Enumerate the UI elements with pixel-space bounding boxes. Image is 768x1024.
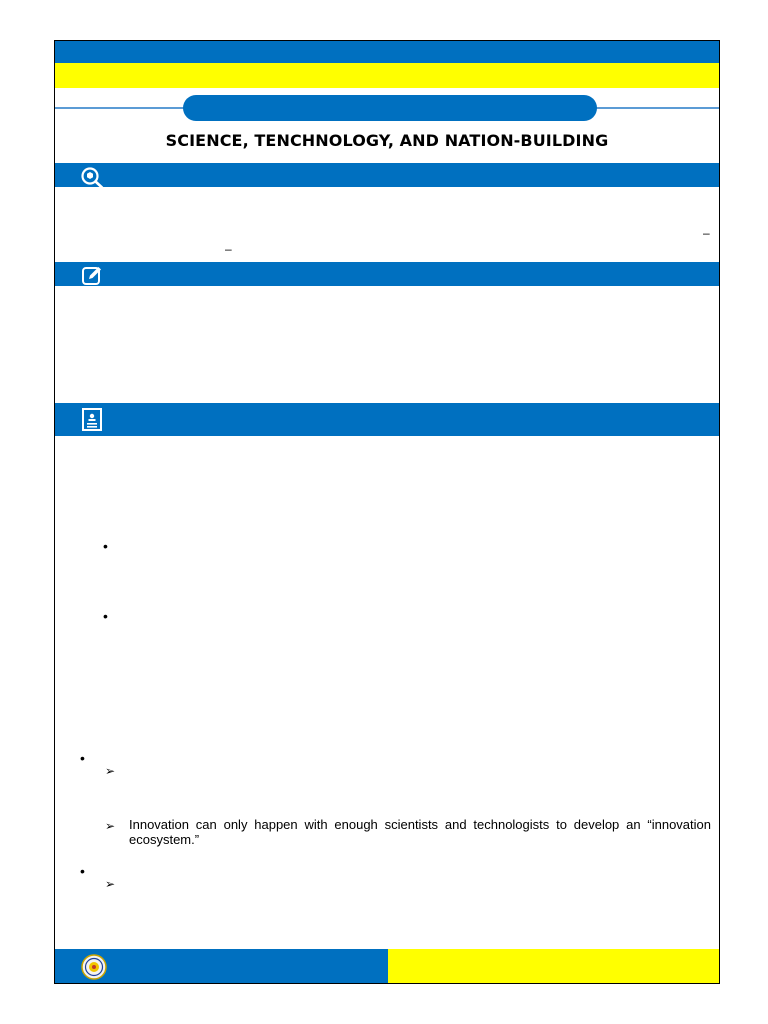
footer-blue-bar: [55, 949, 388, 983]
arrow-mark: ➢: [105, 764, 116, 778]
bullet-mark: •: [103, 538, 108, 554]
header-yellow-bar: [55, 63, 719, 88]
dash-mark: –: [703, 226, 710, 240]
document-page: [54, 40, 720, 984]
bullet-mark: •: [80, 750, 85, 766]
innovation-paragraph: Innovation can only happen with enough scientists and technologists to develop an “innovation ecosystem.”: [129, 817, 711, 847]
bullet-mark: •: [103, 608, 108, 624]
section-band-overview: [55, 163, 719, 187]
page-title: SCIENCE, TENCHNOLOGY, AND NATION-BUILDING: [165, 131, 609, 150]
arrow-mark: ➢: [105, 877, 116, 891]
header-pill: [183, 95, 597, 121]
document-icon: [79, 408, 105, 432]
university-seal-icon: [81, 954, 107, 980]
search-icon: [79, 165, 105, 189]
dash-mark: –: [225, 242, 232, 256]
section-band-activity: [55, 262, 719, 286]
footer-yellow-bar: [388, 949, 720, 983]
section-band-discussion: [55, 403, 719, 436]
arrow-mark: ➢: [105, 819, 116, 833]
header-blue-bar: [55, 41, 719, 63]
bullet-mark: •: [80, 863, 85, 879]
edit-icon: [79, 264, 105, 288]
